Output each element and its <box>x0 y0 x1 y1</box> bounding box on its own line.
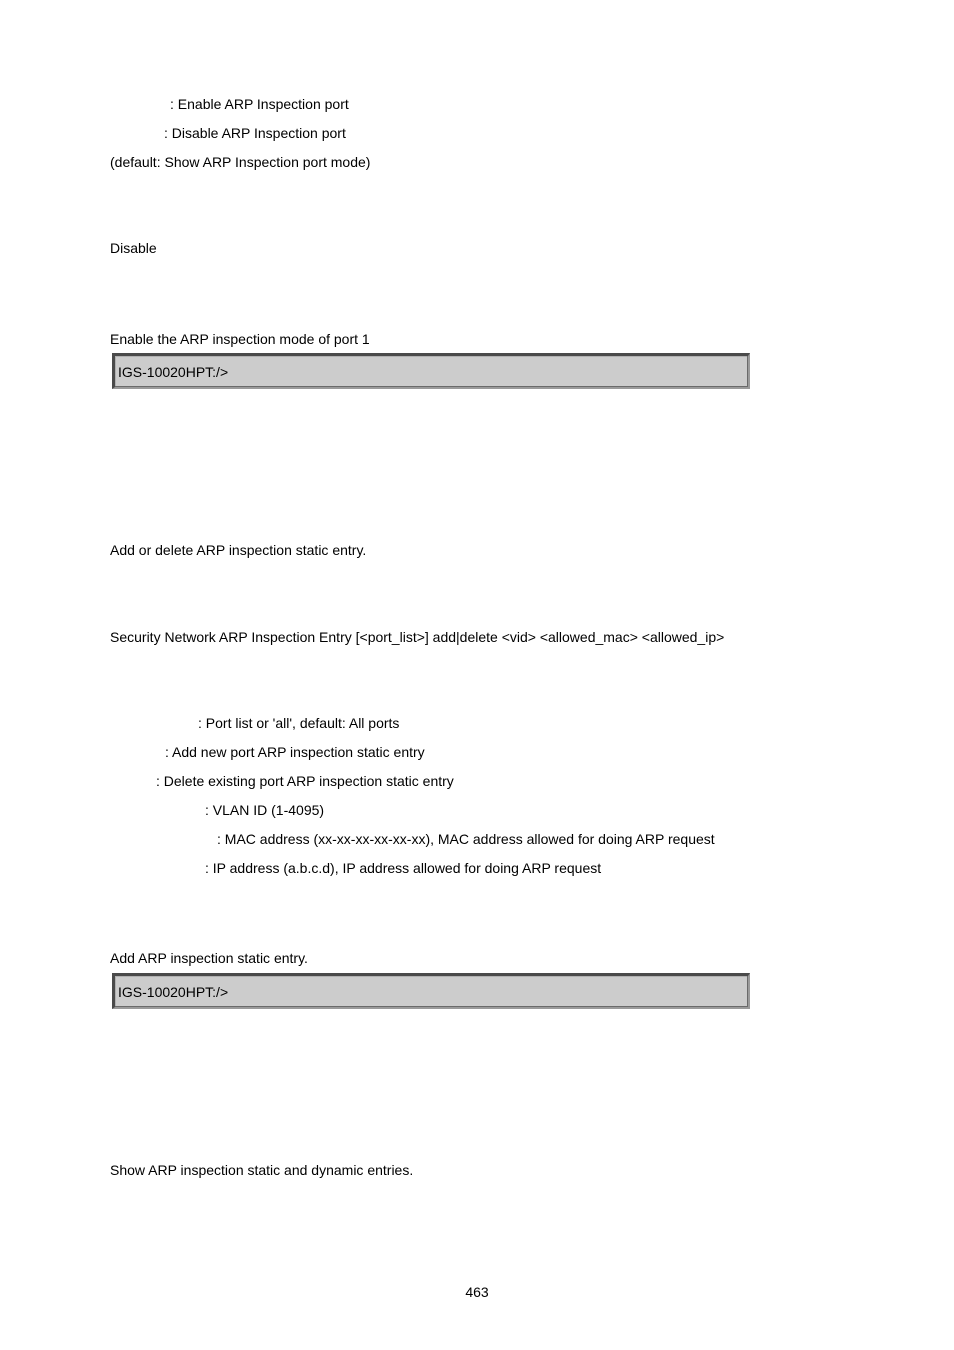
example2-command-box <box>112 973 750 1009</box>
example1-prompt: IGS-10020HPT:/> <box>118 364 229 380</box>
param-allowed-ip-desc: : IP address (a.b.c.d), IP address allowed for doing ARP request <box>205 860 602 876</box>
param-delete-desc: : Delete existing port ARP inspection static entry <box>156 773 454 789</box>
param-default-desc: (default: Show ARP Inspection port mode) <box>110 154 371 170</box>
param-enable-desc: : Enable ARP Inspection port <box>170 96 349 112</box>
example1-command-box <box>112 353 750 389</box>
param-allowed-mac-desc: : MAC address (xx-xx-xx-xx-xx-xx), MAC address allowed for doing ARP request <box>217 831 715 847</box>
param-disable-desc: : Disable ARP Inspection port <box>164 125 346 141</box>
example1-description: Enable the ARP inspection mode of port 1 <box>110 331 370 347</box>
next-description: Show ARP inspection static and dynamic entries. <box>110 1162 414 1178</box>
default-value: Disable <box>110 240 157 256</box>
param-port-list-desc: : Port list or 'all', default: All ports <box>198 715 400 731</box>
example2-description: Add ARP inspection static entry. <box>110 950 308 966</box>
param-vid-desc: : VLAN ID (1-4095) <box>205 802 325 818</box>
example2-prompt: IGS-10020HPT:/> <box>118 984 229 1000</box>
entry-syntax: Security Network ARP Inspection Entry [<port_list>] add|delete <vid> <allowed_mac> <allowed_ip> <box>110 629 725 645</box>
entry-description: Add or delete ARP inspection static entry. <box>110 542 367 558</box>
page-number: 463 <box>465 1284 489 1300</box>
param-add-desc: : Add new port ARP inspection static entry <box>165 744 425 760</box>
